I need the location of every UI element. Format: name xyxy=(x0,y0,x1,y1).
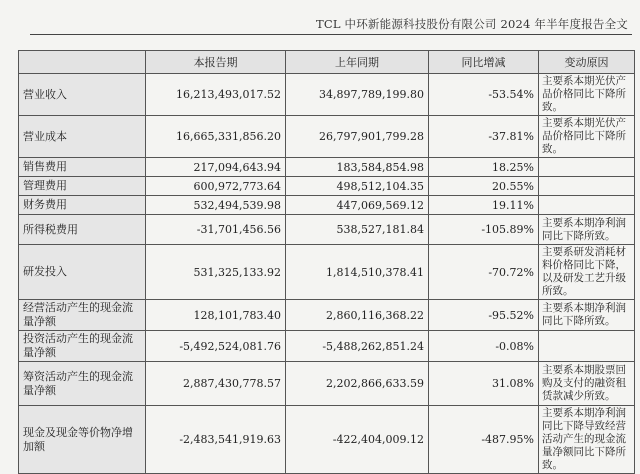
row-current: -5,492,524,081.76 xyxy=(146,331,286,362)
table-row xyxy=(19,331,635,362)
row-current: 16,665,331,856.20 xyxy=(146,116,286,158)
row-current: 532,494,539.98 xyxy=(146,196,286,215)
header-yoy-change: 同比增减 xyxy=(429,51,539,74)
row-item: 筹资活动产生的现金流量净额 xyxy=(19,362,146,406)
row-prior: 447,069,569.12 xyxy=(286,196,429,215)
row-change: -0.08% xyxy=(429,331,539,362)
row-item: 销售费用 xyxy=(19,158,146,177)
row-current: 531,325,133.92 xyxy=(146,245,286,300)
row-reason xyxy=(539,331,635,362)
row-item: 投资活动产生的现金流量净额 xyxy=(19,331,146,362)
row-reason: 主要系本期光伏产品价格同比下降所致。 xyxy=(539,116,635,158)
row-item: 研发投入 xyxy=(19,245,146,300)
row-change: -105.89% xyxy=(429,215,539,245)
row-reason: 主要系本期股票回购及支付的融资租赁款减少所致。 xyxy=(539,362,635,406)
row-reason: 主要系本期光伏产品价格同比下降所致。 xyxy=(539,74,635,116)
row-current: -31,701,456.56 xyxy=(146,215,286,245)
row-change: 19.11% xyxy=(429,196,539,215)
row-change: 20.55% xyxy=(429,177,539,196)
row-prior: 2,860,116,368.22 xyxy=(286,300,429,331)
row-reason xyxy=(539,196,635,215)
page-header xyxy=(0,0,640,34)
table-row xyxy=(19,196,635,215)
row-change: -487.95% xyxy=(429,406,539,474)
row-reason: 主要系本期净利润同比下降导致经营活动产生的现金流量净额同比下降所致。 xyxy=(539,406,635,474)
row-reason xyxy=(539,177,635,196)
row-item: 经营活动产生的现金流量净额 xyxy=(19,300,146,331)
row-prior: 26,797,901,799.28 xyxy=(286,116,429,158)
report-title: TCL 中环新能源科技股份有限公司 2024 年半年度报告全文 xyxy=(315,17,628,31)
row-current: -2,483,541,919.63 xyxy=(146,406,286,474)
row-reason xyxy=(539,158,635,177)
header-change-reason: 变动原因 xyxy=(539,51,635,74)
header-item xyxy=(19,51,146,74)
table-row xyxy=(19,406,635,474)
row-current: 16,213,493,017.52 xyxy=(146,74,286,116)
row-prior: 498,512,104.35 xyxy=(286,177,429,196)
row-prior: 2,202,866,633.59 xyxy=(286,362,429,406)
table-row xyxy=(19,177,635,196)
row-prior: 34,897,789,199.80 xyxy=(286,74,429,116)
table-row xyxy=(19,158,635,177)
table-row xyxy=(19,245,635,300)
row-item: 财务费用 xyxy=(19,196,146,215)
row-current: 217,094,643.94 xyxy=(146,158,286,177)
row-change: 18.25% xyxy=(429,158,539,177)
row-item: 管理费用 xyxy=(19,177,146,196)
financial-changes-table xyxy=(18,50,635,474)
table-row xyxy=(19,362,635,406)
row-change: -70.72% xyxy=(429,245,539,300)
row-change: -37.81% xyxy=(429,116,539,158)
row-current: 128,101,783.40 xyxy=(146,300,286,331)
header-current-period: 本报告期 xyxy=(146,51,286,74)
row-prior: 1,814,510,378.41 xyxy=(286,245,429,300)
row-change: 31.08% xyxy=(429,362,539,406)
row-reason: 主要系研发消耗材料价格同比下降，以及研发工艺升级所致。 xyxy=(539,245,635,300)
table-row xyxy=(19,74,635,116)
row-item: 现金及现金等价物净增加额 xyxy=(19,406,146,474)
table-row xyxy=(19,116,635,158)
row-prior: -422,404,009.12 xyxy=(286,406,429,474)
table-header-row xyxy=(19,51,635,74)
row-current: 2,887,430,778.57 xyxy=(146,362,286,406)
row-change: -53.54% xyxy=(429,74,539,116)
row-reason: 主要系本期净利润同比下降所致。 xyxy=(539,215,635,245)
header-prior-period: 上年同期 xyxy=(286,51,429,74)
row-prior: 183,584,854.98 xyxy=(286,158,429,177)
row-prior: -5,488,262,851.24 xyxy=(286,331,429,362)
header-divider xyxy=(30,34,632,35)
table-row xyxy=(19,300,635,331)
row-item: 营业收入 xyxy=(19,74,146,116)
row-prior: 538,527,181.84 xyxy=(286,215,429,245)
row-current: 600,972,773.64 xyxy=(146,177,286,196)
row-change: -95.52% xyxy=(429,300,539,331)
row-reason: 主要系本期净利润同比下降所致。 xyxy=(539,300,635,331)
row-item: 所得税费用 xyxy=(19,215,146,245)
table-row xyxy=(19,215,635,245)
row-item: 营业成本 xyxy=(19,116,146,158)
